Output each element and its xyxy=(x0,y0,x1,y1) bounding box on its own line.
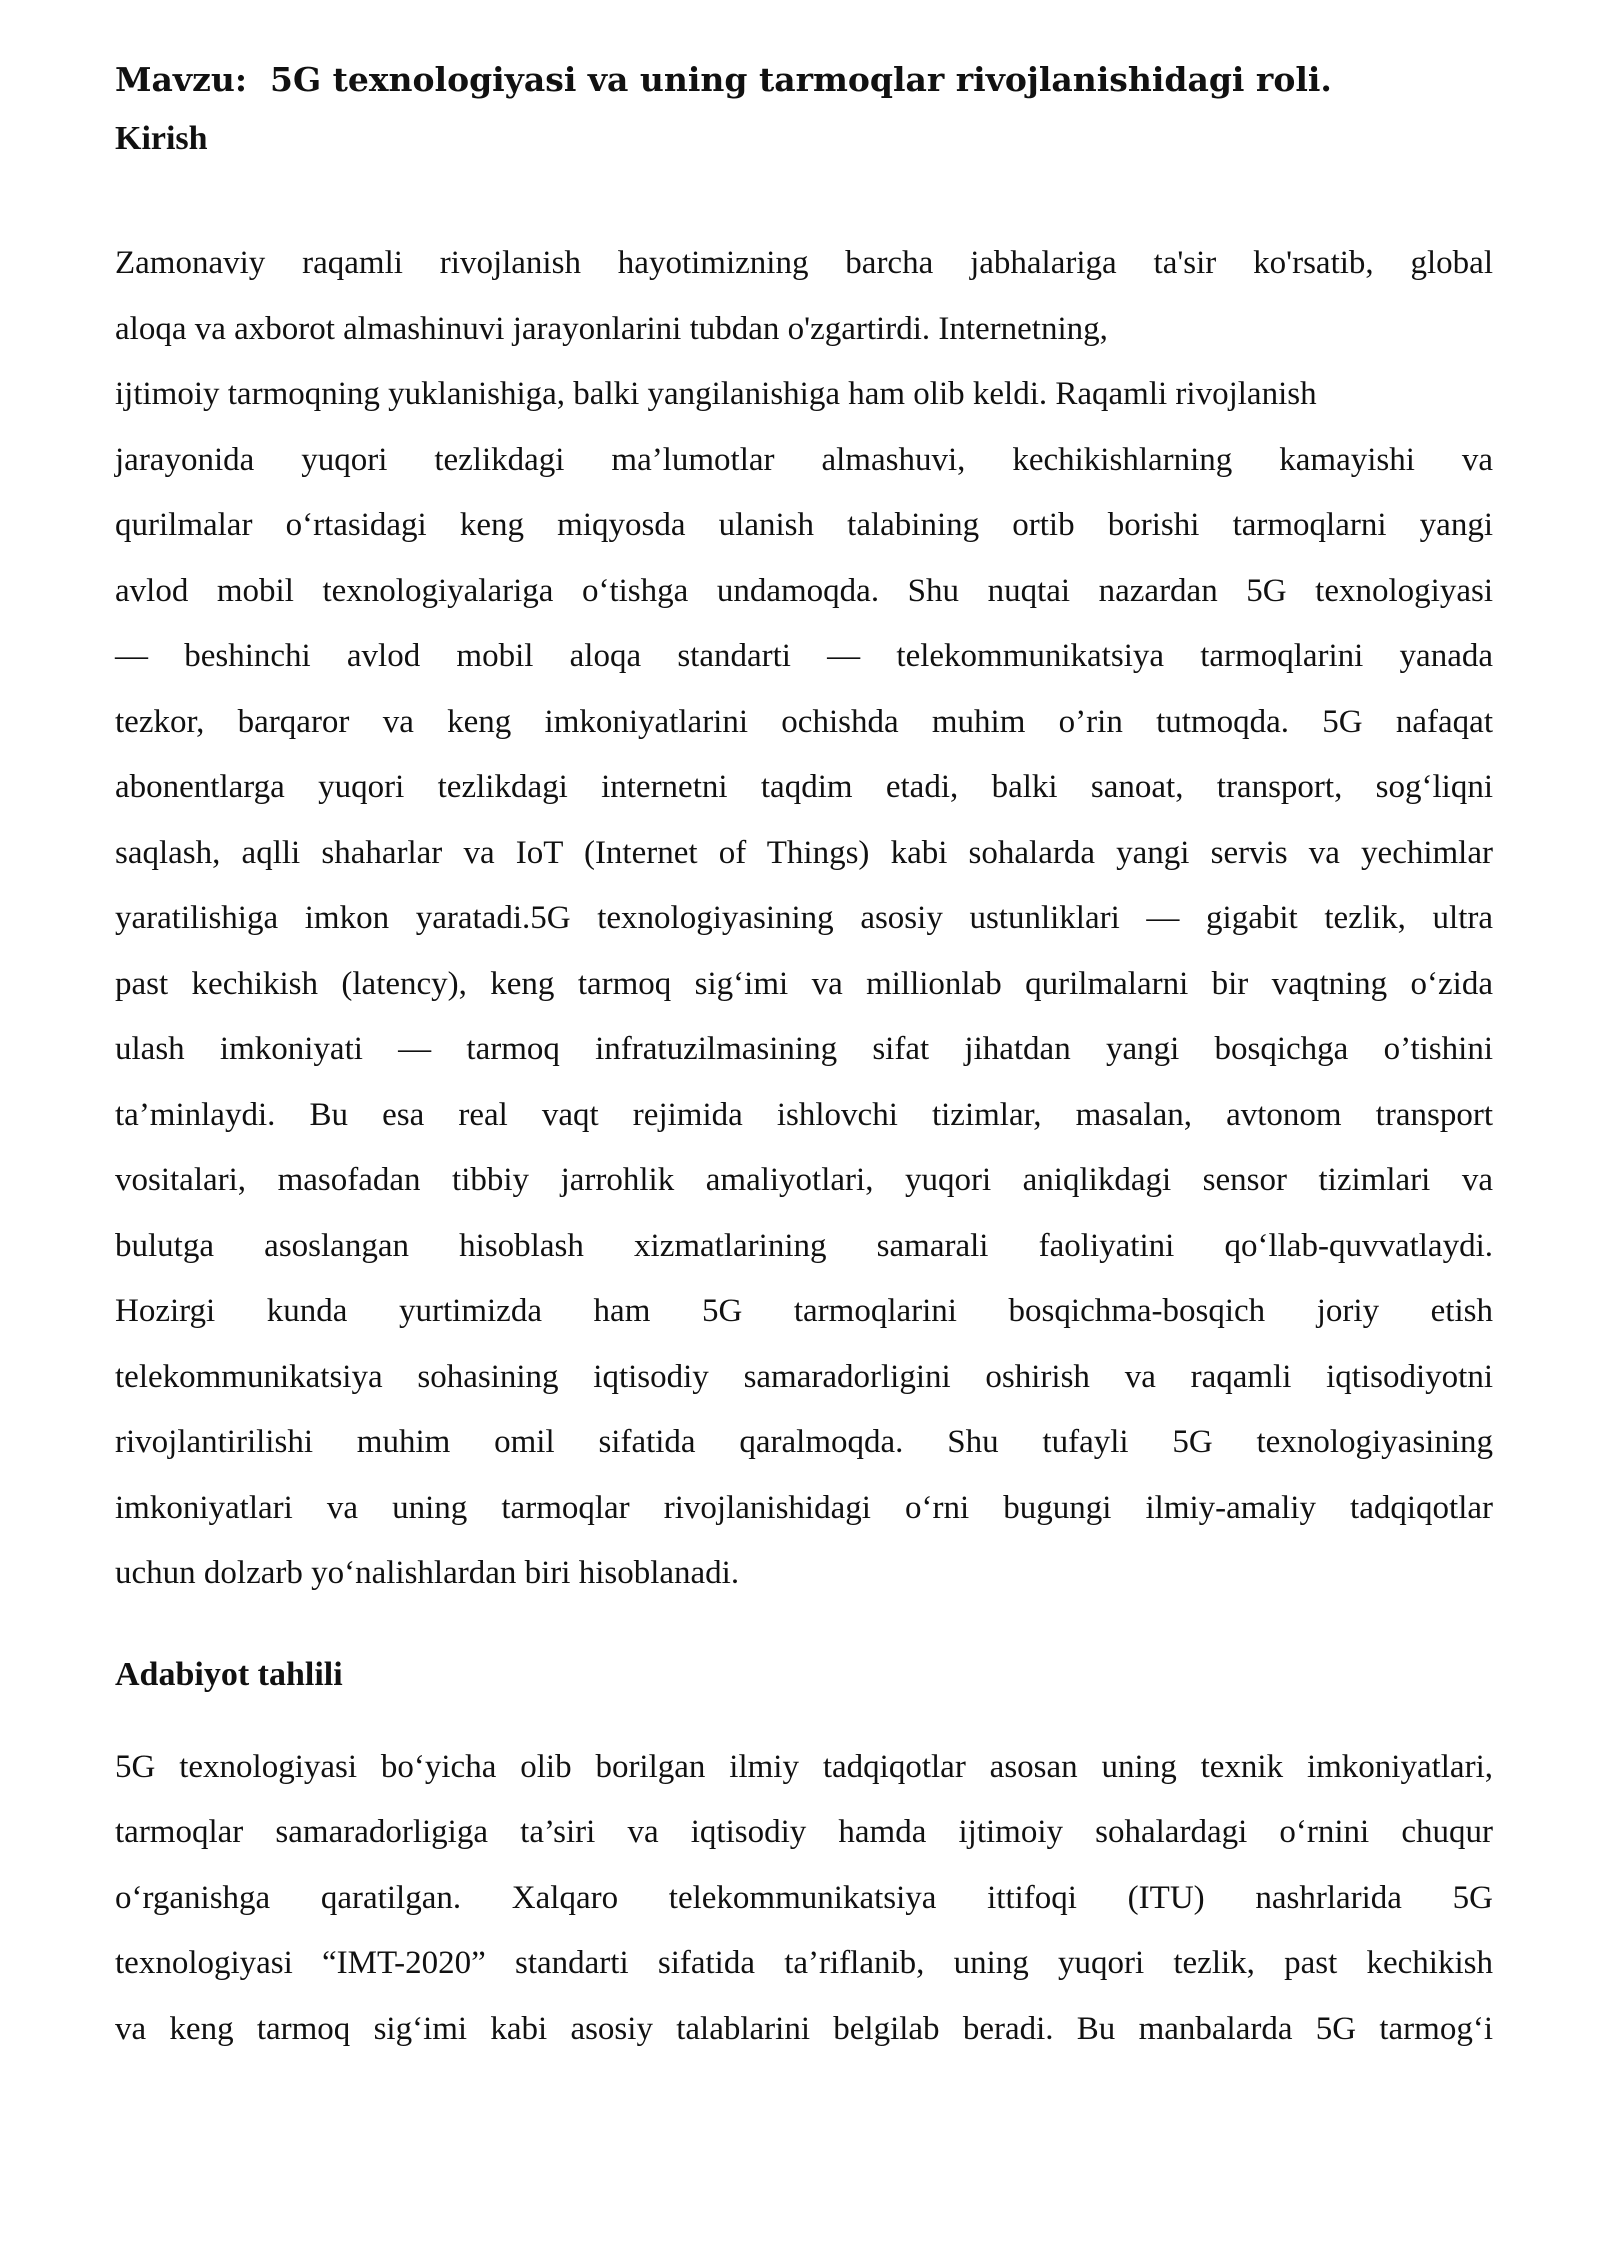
text-line: saqlash, aqlli shaharlar va IoT (Internet of Things) kabi sohalarda yangi servis va yechimlar xyxy=(115,834,1493,871)
intro-paragraph xyxy=(115,231,1493,1607)
text-line: bulutga asoslangan hisoblash xizmatlarining samarali faoliyatini qo‘llab-quvvatlaydi. xyxy=(115,1227,1493,1264)
text-line: o‘rganishga qaratilgan. Xalqaro telekommunikatsiya ittifoqi (ITU) nashrlarida 5G xyxy=(115,1879,1493,1916)
text-line: yaratilishiga imkon yaratadi.5G texnologiyasining asosiy ustunliklari — gigabit tezlik, ultra xyxy=(115,900,1493,936)
text-line: Hozirgi kunda yurtimizda ham 5G tarmoqlarini bosqichma-bosqich joriy etish xyxy=(115,1293,1493,1329)
text-line: past kechikish (latency), keng tarmoq sig‘imi va millionlab qurilmalarni bir vaqtning o‘zida xyxy=(115,965,1493,1002)
document-body xyxy=(115,52,1493,2062)
text-line: vositalari, masofadan tibbiy jarrohlik amaliyotlari, yuqori aniqlikdagi sensor tizimlari va xyxy=(115,1162,1493,1198)
text-line: tarmoqlar samaradorligiga ta’siri va iqtisodiy hamda ijtimoiy sohalardagi o‘rnini chuqur xyxy=(115,1814,1493,1850)
text-line: rivojlantirilishi muhim omil sifatida qaralmoqda. Shu tufayli 5G texnologiyasining xyxy=(115,1424,1493,1460)
text-line: imkoniyatlari va uning tarmoqlar rivojlanishidagi o‘rni bugungi ilmiy-amaliy tadqiqotlar xyxy=(115,1489,1493,1526)
text-line: Zamonaviy raqamli rivojlanish hayotimizning barcha jabhalariga ta'sir ko'rsatib, global xyxy=(115,245,1493,281)
text-line: ta’minlaydi. Bu esa real vaqt rejimida ishlovchi tizimlar, masalan, avtonom transport xyxy=(115,1096,1493,1133)
text-line: telekommunikatsiya sohasining iqtisodiy samaradorligini oshirish va raqamli iqtisodiyotni xyxy=(115,1358,1493,1395)
text-line: ijtimoiy tarmoqning yuklanishiga, balki yangilanishiga ham olib keldi. Raqamli rivojlanish xyxy=(115,376,1317,412)
text-line: avlod mobil texnologiyalariga o‘tishga undamoqda. Shu nuqtai nazardan 5G texnologiyasi xyxy=(115,572,1493,609)
text-line: va keng tarmoq sig‘imi kabi asosiy talablarini belgilab beradi. Bu manbalarda 5G tarmog‘i xyxy=(115,2010,1493,2047)
literature-paragraph xyxy=(115,1735,1493,2063)
intro-heading: Kirish xyxy=(115,120,208,157)
text-line: qurilmalar o‘rtasidagi keng miqyosda ulanish talabining ortib borishi tarmoqlarni yangi xyxy=(115,507,1493,543)
text-line: uchun dolzarb yo‘nalishlardan biri hisoblanadi. xyxy=(115,1555,740,1591)
text-line: tezkor, barqaror va keng imkoniyatlarini ochishda muhim o’rin tutmoqda. 5G nafaqat xyxy=(115,703,1493,740)
text-line: ulash imkoniyati — tarmoq infratuzilmasining sifat jihatdan yangi bosqichga o’tishini xyxy=(115,1031,1493,1067)
literature-heading: Adabiyot tahlili xyxy=(115,1655,343,1693)
text-line: jarayonida yuqori tezlikdagi ma’lumotlar almashuvi, kechikishlarning kamayishi va xyxy=(115,441,1493,478)
document-topic: Mavzu: 5G texnologiyasi va uning tarmoqlar rivojlanishidagi roli. xyxy=(115,60,1332,99)
text-line: texnologiyasi “IMT-2020” standarti sifatida ta’riflanib, uning yuqori tezlik, past kechikish xyxy=(115,1945,1493,1981)
text-line: aloqa va axborot almashinuvi jarayonlarini tubdan o'zgartirdi. Internetning, xyxy=(115,310,1108,347)
text-line: abonentlarga yuqori tezlikdagi internetni taqdim etadi, balki sanoat, transport, sog‘liqni xyxy=(115,769,1493,805)
text-line: 5G texnologiyasi bo‘yicha olib borilgan ilmiy tadqiqotlar asosan uning texnik imkoniyatlari, xyxy=(115,1748,1493,1785)
text-line: — beshinchi avlod mobil aloqa standarti — telekommunikatsiya tarmoqlarini yanada xyxy=(115,638,1493,674)
